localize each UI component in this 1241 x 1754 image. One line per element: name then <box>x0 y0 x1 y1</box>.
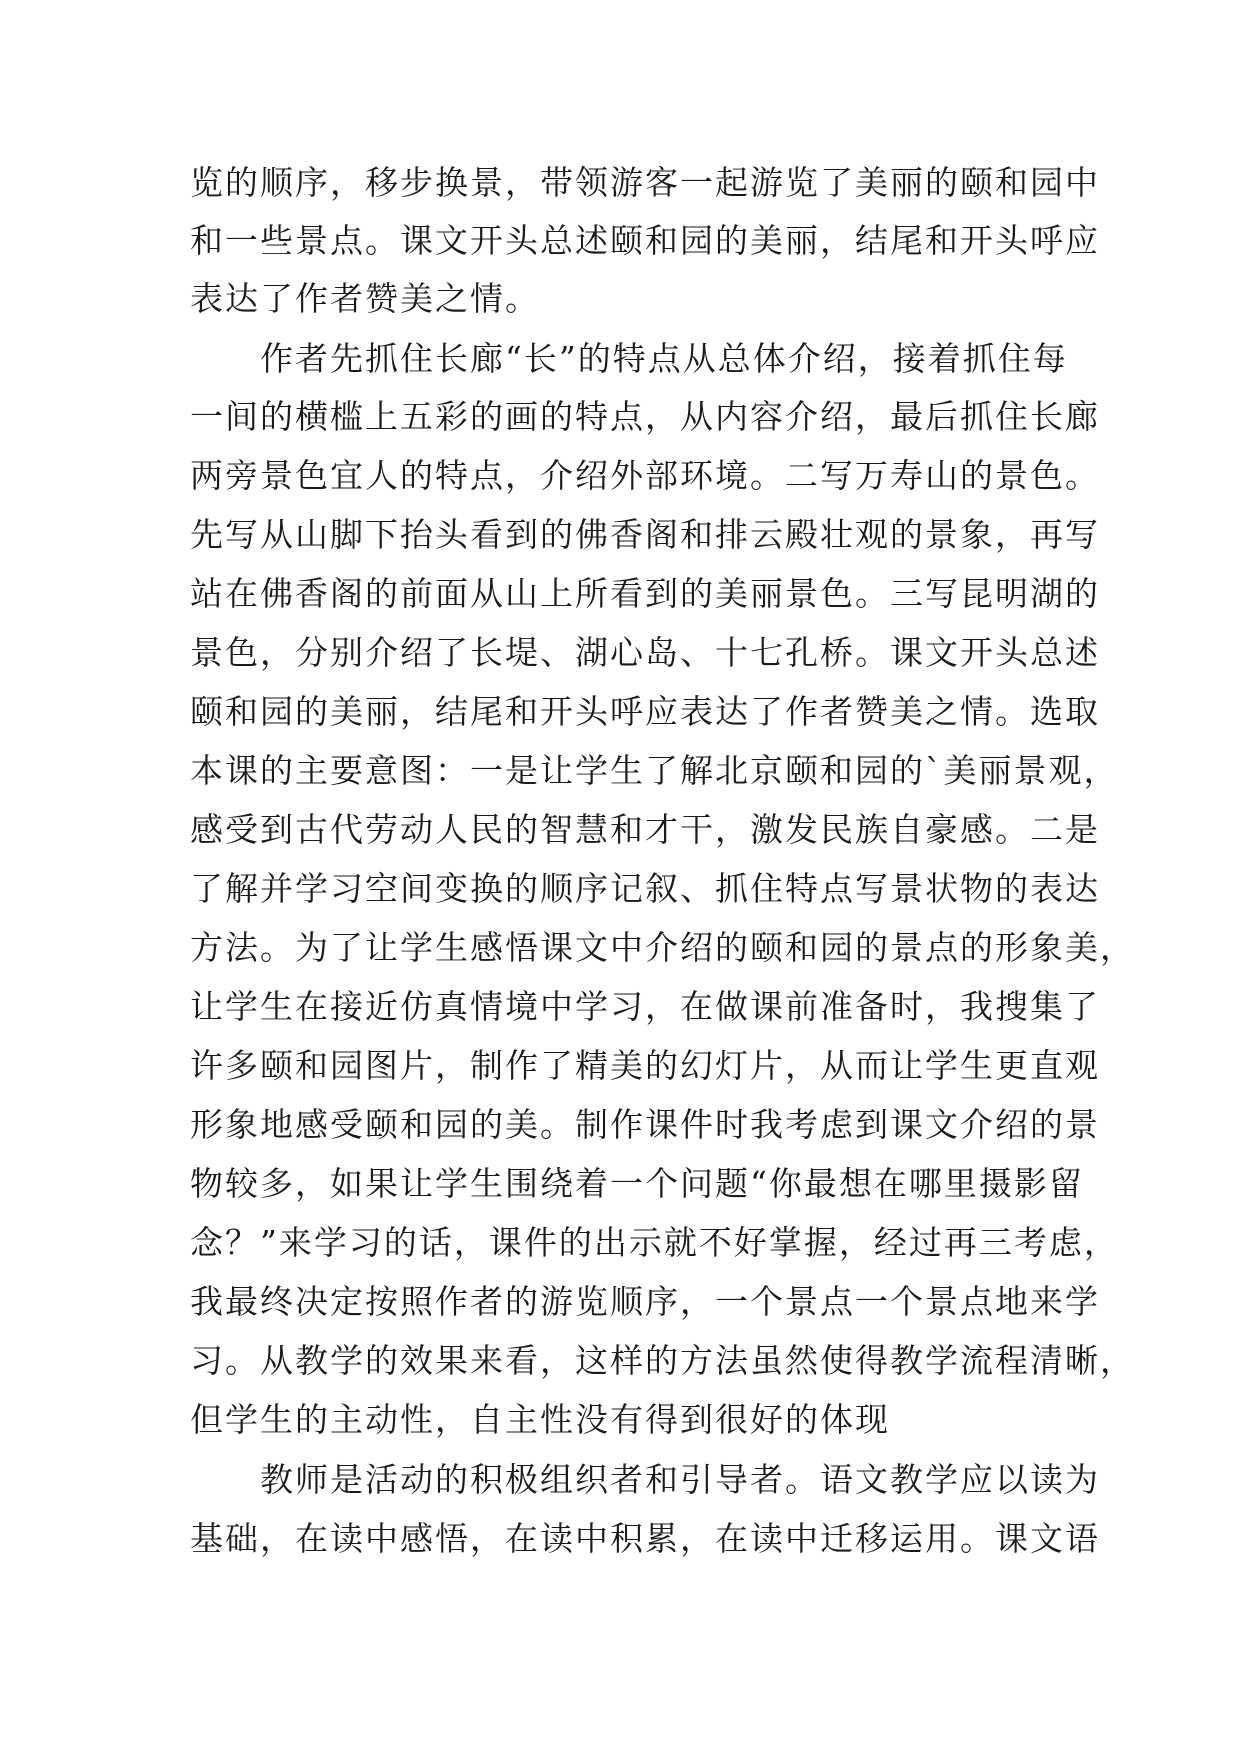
text-line: 一间的横槛上五彩的画的特点，从内容介绍，最后抓住长廊 <box>190 397 1100 436</box>
text-line: 颐和园的美丽，结尾和开头呼应表达了作者赞美之情。选取 <box>190 692 1100 731</box>
text-line: 但学生的主动性，自主性没有得到很好的体现 <box>190 1400 890 1439</box>
text-line: 念？”来学习的话，课件的出示就不好掌握，经过再三考虑， <box>190 1223 1119 1262</box>
text-line: 作者先抓住长廊“长”的特点从总体介绍，接着抓住每 <box>190 339 1068 378</box>
text-line: 本课的主要意图：一是让学生了解北京颐和园的`美丽景观， <box>190 751 1119 790</box>
text-line: 景色，分别介绍了长堤、湖心岛、十七孔桥。课文开头总述 <box>190 633 1100 672</box>
text-line: 形象地感受颐和园的美。制作课件时我考虑到课文介绍的景 <box>190 1105 1100 1144</box>
text-line: 站在佛香阁的前面从山上所看到的美丽景色。三写昆明湖的 <box>190 574 1100 613</box>
text-line: 让学生在接近仿真情境中学习，在做课前准备时，我搜集了 <box>190 987 1100 1026</box>
text-line: 览的顺序，移步换景，带领游客一起游览了美丽的颐和园中 <box>190 163 1100 202</box>
text-line: 我最终决定按照作者的游览顺序，一个景点一个景点地来学 <box>190 1282 1100 1321</box>
text-line: 了解并学习空间变换的顺序记叙、抓住特点写景状物的表达 <box>190 869 1100 908</box>
text-line: 物较多，如果让学生围绕着一个问题“你最想在哪里摄影留 <box>190 1164 1084 1203</box>
text-line: 两旁景色宜人的特点，介绍外部环境。二写万寿山的景色。 <box>190 456 1100 495</box>
text-line: 教师是活动的积极组织者和引导者。语文教学应以读为 <box>190 1460 1100 1499</box>
text-line: 方法。为了让学生感悟课文中介绍的颐和园的景点的形象美， <box>190 928 1135 967</box>
text-line: 感受到古代劳动人民的智慧和才干，激发民族自豪感。二是 <box>190 810 1100 849</box>
text-line: 习。从教学的效果来看，这样的方法虽然使得教学流程清晰， <box>190 1341 1135 1380</box>
text-line: 表达了作者赞美之情。 <box>190 279 540 318</box>
text-line: 先写从山脚下抬头看到的佛香阁和排云殿壮观的景象，再写 <box>190 515 1100 554</box>
text-line: 许多颐和园图片，制作了精美的幻灯片，从而让学生更直观 <box>190 1046 1100 1085</box>
text-line: 基础，在读中感悟，在读中积累，在读中迁移运用。课文语 <box>190 1519 1100 1558</box>
text-line: 和一些景点。课文开头总述颐和园的美丽，结尾和开头呼应 <box>190 221 1100 260</box>
